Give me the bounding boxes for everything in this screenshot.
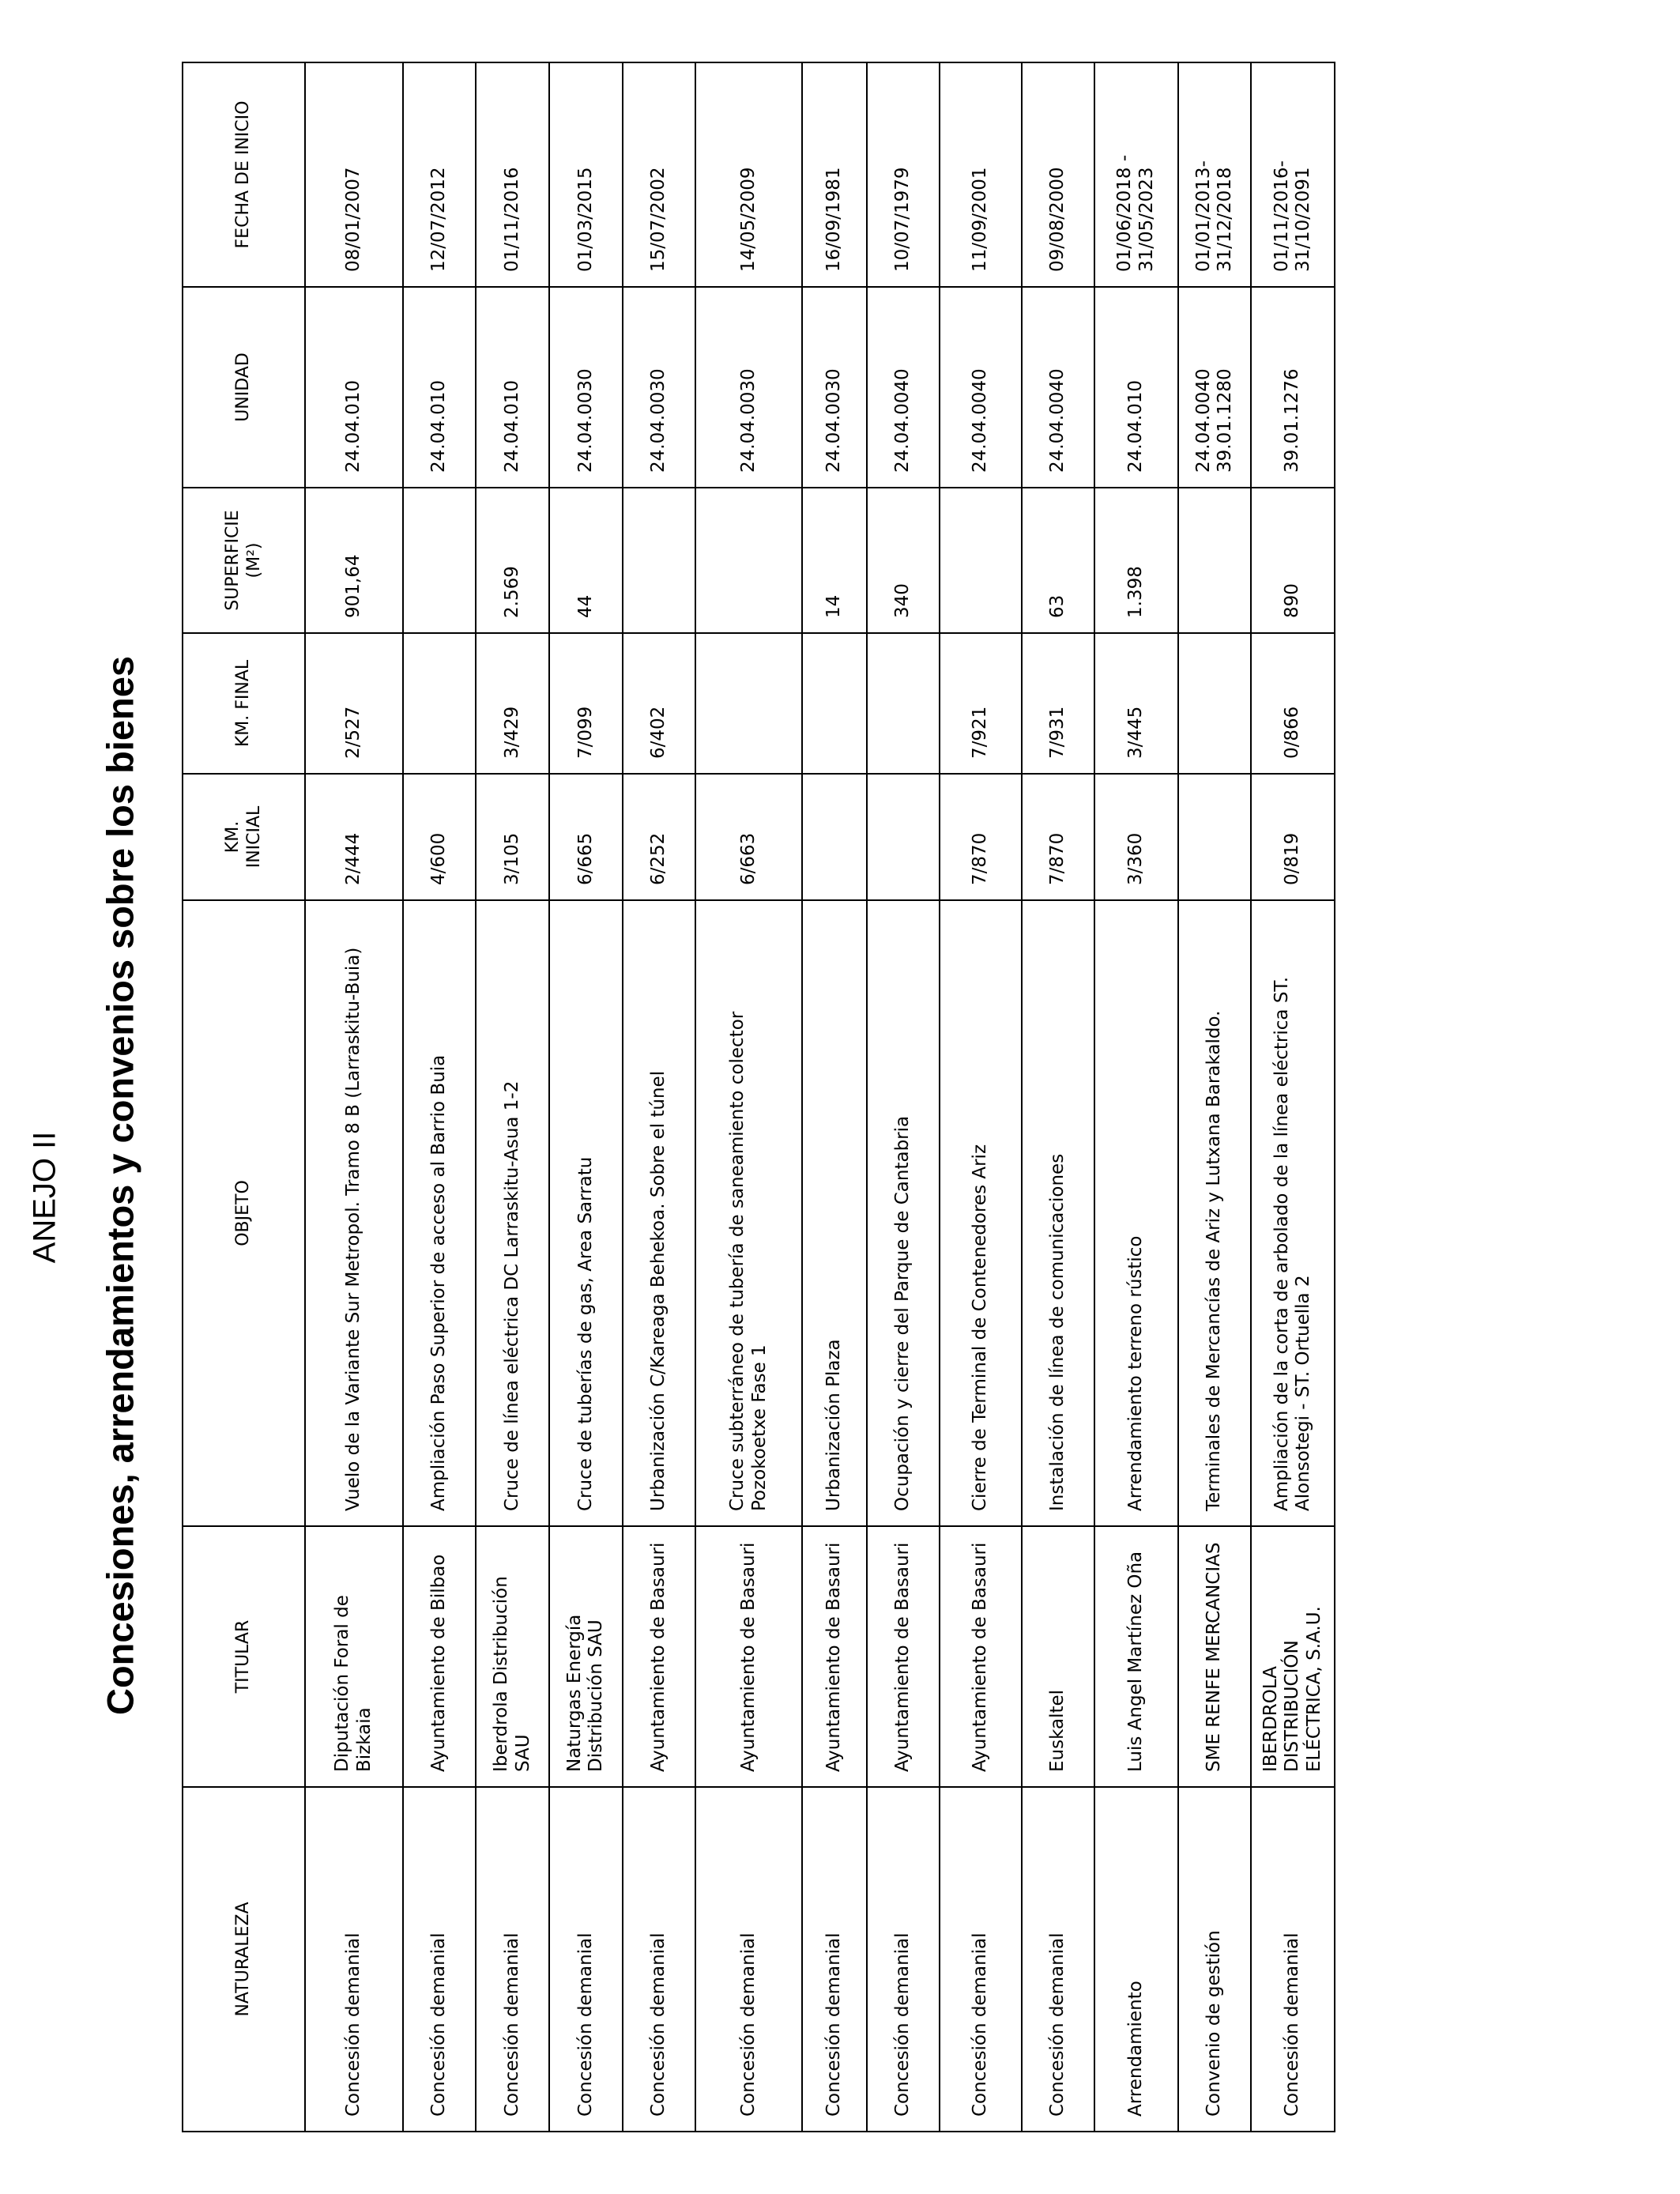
cell-superficie: 340 — [867, 488, 940, 633]
cell-fecha: 11/09/2001 — [940, 62, 1021, 287]
cell-objeto: Arrendamiento terreno rústico — [1094, 900, 1178, 1526]
table-row — [549, 62, 623, 2132]
cell-superficie — [623, 488, 696, 633]
cell-unidad: 24.04.0040 — [1022, 287, 1095, 488]
concessions-table-wrap — [182, 63, 1335, 2132]
cell-objeto: Urbanización C/Kareaga Behekoa. Sobre el túnel — [623, 900, 696, 1526]
cell-fecha: 09/08/2000 — [1022, 62, 1095, 287]
cell-naturaleza: Convenio de gestión — [1178, 1787, 1252, 2132]
col-header-km-final: KM. FINAL — [183, 633, 305, 774]
cell-superficie — [940, 488, 1021, 633]
cell-naturaleza: Arrendamiento — [1094, 1787, 1178, 2132]
table-row — [1178, 62, 1252, 2132]
cell-km-inicial — [1178, 774, 1252, 900]
cell-naturaleza: Concesión demanial — [940, 1787, 1021, 2132]
cell-km-inicial: 3/105 — [476, 774, 549, 900]
concessions-table — [182, 62, 1335, 2132]
cell-km-final: 3/429 — [476, 633, 549, 774]
cell-unidad: 24.04.010 — [1094, 287, 1178, 488]
cell-superficie: 14 — [802, 488, 867, 633]
cell-titular: Luis Angel Martínez Oña — [1094, 1526, 1178, 1787]
cell-unidad: 24.04.0040 39.01.1280 — [1178, 287, 1252, 488]
cell-fecha: 10/07/1979 — [867, 62, 940, 287]
cell-km-final: 6/402 — [623, 633, 696, 774]
cell-unidad: 24.04.0030 — [549, 287, 623, 488]
cell-unidad: 24.04.010 — [305, 287, 403, 488]
cell-titular: Ayuntamiento de Bilbao — [403, 1526, 477, 1787]
cell-km-inicial: 6/252 — [623, 774, 696, 900]
cell-km-final — [802, 633, 867, 774]
cell-naturaleza: Concesión demanial — [802, 1787, 867, 2132]
cell-fecha: 15/07/2002 — [623, 62, 696, 287]
cell-km-inicial: 3/360 — [1094, 774, 1178, 900]
cell-fecha: 14/05/2009 — [695, 62, 802, 287]
cell-km-inicial: 2/444 — [305, 774, 403, 900]
cell-objeto: Ocupación y cierre del Parque de Cantabria — [867, 900, 940, 1526]
cell-superficie: 2.569 — [476, 488, 549, 633]
cell-titular: Diputación Foral de Bizkaia — [305, 1526, 403, 1787]
cell-unidad: 24.04.0040 — [940, 287, 1021, 488]
cell-titular: Ayuntamiento de Basauri — [867, 1526, 940, 1787]
cell-fecha: 01/01/2013-31/12/2018 — [1178, 62, 1252, 287]
table-row — [1094, 62, 1178, 2132]
cell-fecha: 01/06/2018 - 31/05/2023 — [1094, 62, 1178, 287]
cell-objeto: Cruce de línea eléctrica DC Larraskitu-Asua 1-2 — [476, 900, 549, 1526]
table-row — [623, 62, 696, 2132]
cell-superficie: 1.398 — [1094, 488, 1178, 633]
page-title: Concesiones, arrendamientos y convenios sobre los bienes — [99, 656, 141, 1715]
cell-superficie — [1178, 488, 1252, 633]
col-header-unidad: UNIDAD — [183, 287, 305, 488]
cell-superficie: 44 — [549, 488, 623, 633]
col-header-titular: TITULAR — [183, 1526, 305, 1787]
cell-titular: Ayuntamiento de Basauri — [802, 1526, 867, 1787]
cell-fecha: 12/07/2012 — [403, 62, 477, 287]
cell-km-inicial: 7/870 — [1022, 774, 1095, 900]
cell-superficie: 63 — [1022, 488, 1095, 633]
cell-superficie: 901,64 — [305, 488, 403, 633]
cell-naturaleza: Concesión demanial — [476, 1787, 549, 2132]
cell-titular: SME RENFE MERCANCIAS — [1178, 1526, 1252, 1787]
table-row — [940, 62, 1021, 2132]
table-row — [476, 62, 549, 2132]
cell-km-final: 2/527 — [305, 633, 403, 774]
cell-fecha: 01/03/2015 — [549, 62, 623, 287]
cell-naturaleza: Concesión demanial — [1251, 1787, 1335, 2132]
cell-naturaleza: Concesión demanial — [867, 1787, 940, 2132]
cell-km-inicial: 6/665 — [549, 774, 623, 900]
annex-label: ANEJO II — [27, 1131, 62, 1264]
cell-superficie: 890 — [1251, 488, 1335, 633]
cell-objeto: Cruce de tuberías de gas, Area Sarratu — [549, 900, 623, 1526]
cell-unidad: 24.04.0030 — [802, 287, 867, 488]
cell-km-inicial — [867, 774, 940, 900]
col-header-fecha: FECHA DE INICIO — [183, 62, 305, 287]
cell-naturaleza: Concesión demanial — [1022, 1787, 1095, 2132]
cell-km-final: 0/866 — [1251, 633, 1335, 774]
cell-objeto: Vuelo de la Variante Sur Metropol. Tramo 8 B (Larraskitu-Buia) — [305, 900, 403, 1526]
cell-titular: Ayuntamiento de Basauri — [695, 1526, 802, 1787]
table-header-row — [183, 62, 305, 2132]
cell-fecha: 16/09/1981 — [802, 62, 867, 287]
cell-km-final — [695, 633, 802, 774]
cell-naturaleza: Concesión demanial — [623, 1787, 696, 2132]
cell-km-inicial — [802, 774, 867, 900]
cell-titular: Ayuntamiento de Basauri — [940, 1526, 1021, 1787]
cell-km-final — [867, 633, 940, 774]
cell-objeto: Ampliación de la corta de arbolado de la línea eléctrica ST. Alonsotegi - ST. Ortuella 2 — [1251, 900, 1335, 1526]
cell-titular: Ayuntamiento de Basauri — [623, 1526, 696, 1787]
cell-km-final: 7/921 — [940, 633, 1021, 774]
cell-km-final: 7/931 — [1022, 633, 1095, 774]
cell-titular: IBERDROLA DISTRIBUCIÓN ELÉCTRICA, S.A.U. — [1251, 1526, 1335, 1787]
cell-superficie — [403, 488, 477, 633]
cell-objeto: Terminales de Mercancías de Ariz y Lutxana Barakaldo. — [1178, 900, 1252, 1526]
table-row — [1022, 62, 1095, 2132]
cell-km-final: 7/099 — [549, 633, 623, 774]
cell-titular: Iberdrola Distribución SAU — [476, 1526, 549, 1787]
table-row — [695, 62, 802, 2132]
cell-km-final: 3/445 — [1094, 633, 1178, 774]
cell-fecha: 01/11/2016-31/10/2091 — [1251, 62, 1335, 287]
col-header-km-inicial: KM. INICIAL — [183, 774, 305, 900]
cell-km-inicial: 6/663 — [695, 774, 802, 900]
cell-unidad: 24.04.0030 — [623, 287, 696, 488]
table-row — [305, 62, 403, 2132]
cell-naturaleza: Concesión demanial — [403, 1787, 477, 2132]
cell-objeto: Cruce subterráneo de tubería de saneamiento colector Pozokoetxe Fase 1 — [695, 900, 802, 1526]
cell-titular: Euskaltel — [1022, 1526, 1095, 1787]
cell-naturaleza: Concesión demanial — [305, 1787, 403, 2132]
cell-unidad: 24.04.010 — [476, 287, 549, 488]
cell-naturaleza: Concesión demanial — [695, 1787, 802, 2132]
cell-km-final — [1178, 633, 1252, 774]
table-row — [1251, 62, 1335, 2132]
cell-unidad: 24.04.0030 — [695, 287, 802, 488]
table-row — [867, 62, 940, 2132]
cell-fecha: 08/01/2007 — [305, 62, 403, 287]
cell-objeto: Instalación de línea de comunicaciones — [1022, 900, 1095, 1526]
cell-fecha: 01/11/2016 — [476, 62, 549, 287]
cell-superficie — [695, 488, 802, 633]
cell-objeto: Urbanización Plaza — [802, 900, 867, 1526]
cell-km-inicial: 7/870 — [940, 774, 1021, 900]
cell-km-inicial: 4/600 — [403, 774, 477, 900]
col-header-objeto: OBJETO — [183, 900, 305, 1526]
cell-objeto: Ampliación Paso Superior de acceso al Barrio Buia — [403, 900, 477, 1526]
table-row — [802, 62, 867, 2132]
col-header-naturaleza: NATURALEZA — [183, 1787, 305, 2132]
cell-objeto: Cierre de Terminal de Contenedores Ariz — [940, 900, 1021, 1526]
table-row — [403, 62, 477, 2132]
cell-naturaleza: Concesión demanial — [549, 1787, 623, 2132]
cell-unidad: 39.01.1276 — [1251, 287, 1335, 488]
cell-unidad: 24.04.010 — [403, 287, 477, 488]
cell-km-inicial: 0/819 — [1251, 774, 1335, 900]
cell-unidad: 24.04.0040 — [867, 287, 940, 488]
col-header-superficie: SUPERFICIE (M²) — [183, 488, 305, 633]
cell-titular: Naturgas Energía Distribución SAU — [549, 1526, 623, 1787]
cell-km-final — [403, 633, 477, 774]
table-body — [305, 62, 1335, 2132]
